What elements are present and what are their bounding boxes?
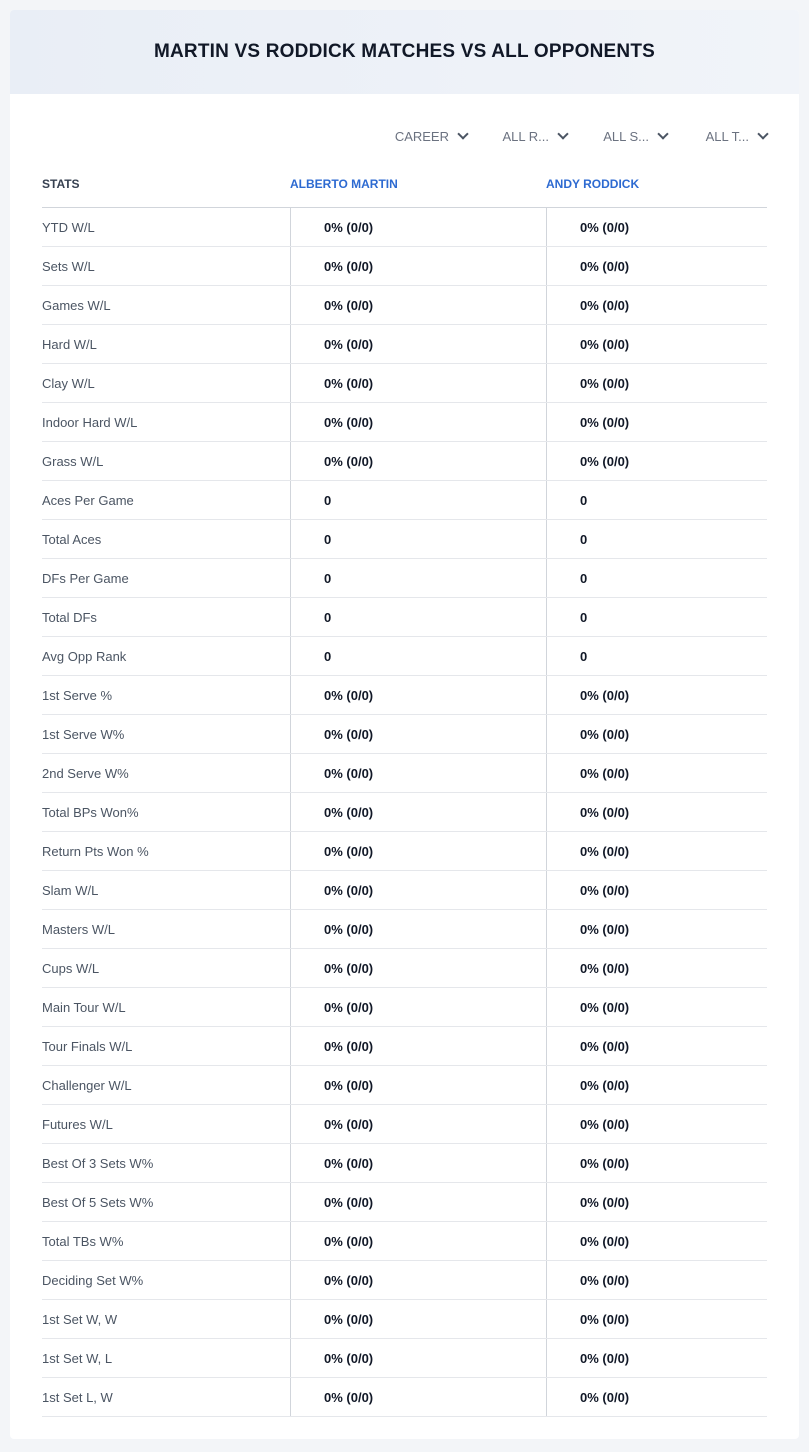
player2-stat-value: 0% (0/0) <box>546 793 767 831</box>
table-row <box>42 1261 767 1300</box>
player2-stat-value: 0% (0/0) <box>546 871 767 909</box>
player1-stat-value: 0% (0/0) <box>290 754 546 792</box>
player1-stat-value: 0% (0/0) <box>290 1222 546 1260</box>
player1-stat-value: 0% (0/0) <box>290 442 546 480</box>
player1-stat-value: 0% (0/0) <box>290 715 546 753</box>
player1-stat-value: 0% (0/0) <box>290 1261 546 1299</box>
player1-stat-value: 0% (0/0) <box>290 1066 546 1104</box>
filter-round-label: ALL R... <box>502 128 549 144</box>
table-row <box>42 832 767 871</box>
table-row <box>42 286 767 325</box>
player1-stat-value: 0% (0/0) <box>290 247 546 285</box>
player2-stat-value: 0% (0/0) <box>546 1144 767 1182</box>
filter-surface-select[interactable] <box>567 129 667 144</box>
player1-link[interactable]: ALBERTO MARTIN <box>290 176 398 191</box>
player2-stat-value: 0% (0/0) <box>546 1105 767 1143</box>
stat-name: Games W/L <box>42 297 111 313</box>
stat-name: Main Tour W/L <box>42 999 126 1015</box>
player1-stat-value: 0% (0/0) <box>290 286 546 324</box>
player2-stat-value: 0% (0/0) <box>546 715 767 753</box>
player2-stat-value: 0 <box>546 637 767 675</box>
player1-stat-value: 0% (0/0) <box>290 871 546 909</box>
table-row <box>42 754 767 793</box>
player2-stat-value: 0% (0/0) <box>546 1261 767 1299</box>
stat-name: YTD W/L <box>42 219 95 235</box>
player1-stat-value: 0% (0/0) <box>290 1339 546 1377</box>
player1-stat-value: 0% (0/0) <box>290 949 546 987</box>
table-row <box>42 403 767 442</box>
player1-stat-value: 0 <box>290 637 546 675</box>
stat-name: Futures W/L <box>42 1116 113 1132</box>
table-row <box>42 1066 767 1105</box>
table-row <box>42 988 767 1027</box>
player2-stat-value: 0% (0/0) <box>546 988 767 1026</box>
stat-name: Hard W/L <box>42 336 97 352</box>
filter-period-label: CAREER <box>394 128 449 144</box>
player1-stat-value: 0% (0/0) <box>290 403 546 441</box>
table-row <box>42 1144 767 1183</box>
player2-stat-value: 0% (0/0) <box>546 364 767 402</box>
table-row <box>42 1339 767 1378</box>
stat-name: 1st Serve W% <box>42 726 125 742</box>
player2-stat-value: 0% (0/0) <box>546 676 767 714</box>
player1-stat-value: 0% (0/0) <box>290 1027 546 1065</box>
player2-stat-value: 0% (0/0) <box>546 910 767 948</box>
stat-name: Clay W/L <box>42 375 95 391</box>
player1-stat-value: 0% (0/0) <box>290 793 546 831</box>
table-row <box>42 715 767 754</box>
player2-stat-value: 0% (0/0) <box>546 949 767 987</box>
player1-stat-value: 0% (0/0) <box>290 1300 546 1338</box>
player1-stat-value: 0% (0/0) <box>290 1378 546 1416</box>
table-row <box>42 208 767 247</box>
player2-stat-value: 0% (0/0) <box>546 1378 767 1416</box>
table-row <box>42 598 767 637</box>
table-row <box>42 949 767 988</box>
table-row <box>42 637 767 676</box>
stat-name: 1st Set L, W <box>42 1389 113 1405</box>
player2-stat-value: 0 <box>546 559 767 597</box>
player2-stat-value: 0% (0/0) <box>546 247 767 285</box>
player2-stat-value: 0 <box>546 481 767 519</box>
stat-name: Challenger W/L <box>42 1077 132 1093</box>
player1-stat-value: 0 <box>290 481 546 519</box>
filter-bar <box>367 127 767 145</box>
stat-name: Cups W/L <box>42 960 100 976</box>
stat-name: DFs Per Game <box>42 570 129 586</box>
stat-name: Total TBs W% <box>42 1233 124 1249</box>
stat-name: Total DFs <box>42 609 97 625</box>
player1-stat-value: 0 <box>290 598 546 636</box>
table-row <box>42 793 767 832</box>
stat-name: Total BPs Won% <box>42 804 139 820</box>
player1-stat-value: 0% (0/0) <box>290 910 546 948</box>
table-row <box>42 871 767 910</box>
player1-stat-value: 0 <box>290 559 546 597</box>
table-row <box>42 1027 767 1066</box>
stats-table <box>42 160 767 1417</box>
table-row <box>42 910 767 949</box>
player1-stat-value: 0% (0/0) <box>290 208 546 246</box>
stat-name: Sets W/L <box>42 258 95 274</box>
stat-name: Return Pts Won % <box>42 843 149 859</box>
table-row <box>42 1300 767 1339</box>
player2-stat-value: 0% (0/0) <box>546 1339 767 1377</box>
player1-stat-value: 0% (0/0) <box>290 325 546 363</box>
table-row <box>42 1183 767 1222</box>
page-title: MARTIN VS RODDICK MATCHES VS ALL OPPONENTS <box>153 41 656 62</box>
player1-stat-value: 0% (0/0) <box>290 1144 546 1182</box>
table-row <box>42 325 767 364</box>
table-row <box>42 676 767 715</box>
stat-name: Aces Per Game <box>42 492 134 508</box>
player2-stat-value: 0% (0/0) <box>546 208 767 246</box>
stat-name: Slam W/L <box>42 882 99 898</box>
player2-stat-value: 0% (0/0) <box>546 1183 767 1221</box>
player2-stat-value: 0 <box>546 520 767 558</box>
table-row <box>42 520 767 559</box>
player2-stat-value: 0% (0/0) <box>546 1222 767 1260</box>
stat-name: Best Of 5 Sets W% <box>42 1194 154 1210</box>
filter-tournament-select[interactable] <box>667 129 767 144</box>
stat-name: Masters W/L <box>42 921 115 937</box>
stats-card <box>10 10 799 1439</box>
stat-name: Deciding Set W% <box>42 1272 144 1288</box>
card-header <box>10 10 799 94</box>
player2-stat-value: 0% (0/0) <box>546 403 767 441</box>
player2-stat-value: 0% (0/0) <box>546 286 767 324</box>
player2-link[interactable]: ANDY RODDICK <box>546 176 640 191</box>
stat-name: Grass W/L <box>42 453 104 469</box>
table-row <box>42 559 767 598</box>
player2-stat-value: 0% (0/0) <box>546 325 767 363</box>
table-row <box>42 481 767 520</box>
table-row <box>42 364 767 403</box>
table-row <box>42 1378 767 1417</box>
player1-stat-value: 0% (0/0) <box>290 676 546 714</box>
chevron-down-icon <box>757 128 768 139</box>
filter-period-select[interactable] <box>367 129 467 144</box>
player1-stat-value: 0% (0/0) <box>290 364 546 402</box>
filter-surface-label: ALL S... <box>603 128 649 144</box>
player2-stat-value: 0% (0/0) <box>546 1027 767 1065</box>
stat-name: 2nd Serve W% <box>42 765 129 781</box>
stat-name: Tour Finals W/L <box>42 1038 133 1054</box>
stat-name: Total Aces <box>42 531 102 547</box>
filter-round-select[interactable] <box>467 129 567 144</box>
table-body <box>42 208 767 1417</box>
table-row <box>42 1105 767 1144</box>
player1-stat-value: 0% (0/0) <box>290 1183 546 1221</box>
table-row <box>42 247 767 286</box>
player1-stat-value: 0% (0/0) <box>290 988 546 1026</box>
filter-tournament-label: ALL T... <box>705 128 749 144</box>
stat-name: Best Of 3 Sets W% <box>42 1155 154 1171</box>
player1-stat-value: 0% (0/0) <box>290 832 546 870</box>
stat-name: Avg Opp Rank <box>42 648 127 664</box>
player2-stat-value: 0% (0/0) <box>546 1066 767 1104</box>
player2-stat-value: 0 <box>546 598 767 636</box>
stats-column-header: STATS <box>42 176 80 191</box>
player1-stat-value: 0 <box>290 520 546 558</box>
stat-name: 1st Serve % <box>42 687 113 703</box>
table-header <box>42 160 767 208</box>
player2-stat-value: 0% (0/0) <box>546 832 767 870</box>
player1-stat-value: 0% (0/0) <box>290 1105 546 1143</box>
stat-name: Indoor Hard W/L <box>42 414 138 430</box>
player2-stat-value: 0% (0/0) <box>546 1300 767 1338</box>
table-row <box>42 442 767 481</box>
stat-name: 1st Set W, W <box>42 1311 118 1327</box>
player2-stat-value: 0% (0/0) <box>546 442 767 480</box>
player2-stat-value: 0% (0/0) <box>546 754 767 792</box>
table-row <box>42 1222 767 1261</box>
stat-name: 1st Set W, L <box>42 1350 113 1366</box>
